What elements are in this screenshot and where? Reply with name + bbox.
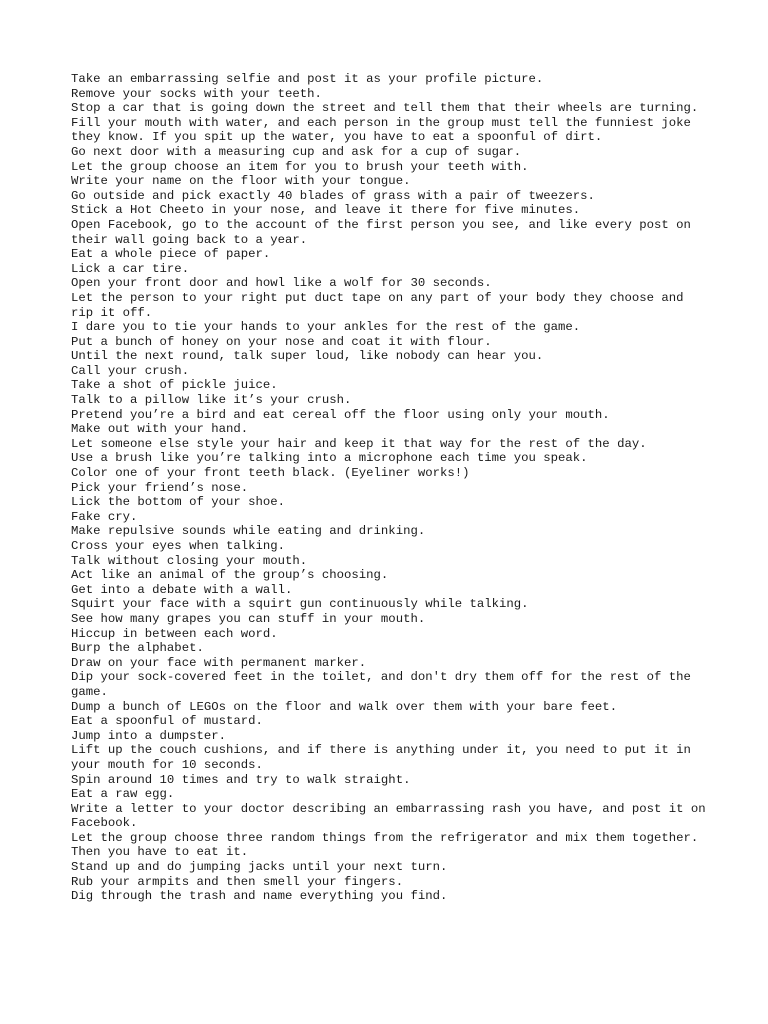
dare-line: Stick a Hot Cheeto in your nose, and leave it there for five minutes. — [71, 203, 581, 218]
dare-line: Until the next round, talk super loud, like nobody can hear you. — [71, 349, 544, 364]
dare-line: Eat a raw egg. — [71, 787, 175, 802]
dare-line: Hiccup in between each word. — [71, 626, 278, 641]
dare-line: Lift up the couch cushions, and if there is anything under it, you need to put it in your mouth for 10 seconds. — [71, 743, 691, 772]
dare-line: Eat a spoonful of mustard. — [71, 714, 263, 729]
dare-line: Take a shot of pickle juice. — [71, 378, 278, 393]
dare-line: Open Facebook, go to the account of the first person you see, and like every post on their wall going back to a year. — [71, 217, 691, 247]
dare-list — [71, 72, 711, 904]
dare-line: Dip your sock-covered feet in the toilet, and don't dry them off for the rest of the game. — [71, 670, 691, 699]
dare-line: Make out with your hand. — [71, 422, 249, 437]
dare-line: Dump a bunch of LEGOs on the floor and walk over them with your bare feet. — [71, 699, 618, 714]
dare-line: Take an embarrassing selfie and post it as your profile picture. — [71, 72, 544, 86]
dare-line: See how many grapes you can stuff in your mouth. — [71, 611, 426, 626]
dare-line: Go next door with a measuring cup and ask for a cup of sugar. — [71, 144, 522, 159]
dare-line: Color one of your front teeth black. (Eyeliner works!) — [71, 466, 470, 481]
dare-line: Lick a car tire. — [71, 261, 190, 276]
dare-line: Cross your eyes when talking. — [71, 539, 286, 553]
dare-line: Pick your friend’s nose. — [71, 480, 249, 495]
dare-line: Put a bunch of honey on your nose and coat it with flour. — [71, 334, 492, 349]
dare-line: Fill your mouth with water, and each person in the group must tell the funniest joke they know. If you spit up the water, you have to eat a spoonful of dirt. — [71, 115, 691, 145]
dare-line: Talk without closing your mouth. — [71, 553, 308, 568]
dare-line: Go outside and pick exactly 40 blades of grass with a pair of tweezers. — [71, 188, 595, 203]
dare-line: Lick the bottom of your shoe. — [71, 495, 286, 510]
dare-line: Open your front door and howl like a wolf for 30 seconds. — [71, 276, 492, 291]
dare-line: Act like an animal of the group’s choosing. — [71, 568, 389, 583]
dare-line: Use a brush like you’re talking into a microphone each time you speak. — [71, 451, 588, 466]
dare-line: Spin around 10 times and try to walk straight. — [71, 772, 411, 787]
dare-line: Dig through the trash and name everything you find. — [71, 889, 448, 904]
dare-line: Draw on your face with permanent marker. — [71, 655, 367, 670]
dare-line: Eat a whole piece of paper. — [71, 247, 271, 262]
dare-line: Fake cry. — [71, 509, 138, 524]
dare-line: Rub your armpits and then smell your fingers. — [71, 874, 404, 889]
dare-line: Let the group choose an item for you to brush your teeth with. — [71, 159, 529, 174]
dare-line: Write your name on the floor with your tongue. — [71, 174, 411, 189]
dare-line: Write a letter to your doctor describing an embarrassing rash you have, and post it on Facebook. — [71, 801, 706, 831]
dare-line: Pretend you’re a bird and eat cereal off the floor using only your mouth. — [71, 407, 610, 422]
dare-line: Jump into a dumpster. — [71, 728, 226, 743]
dare-line: Let the group choose three random things from the refrigerator and mix them together. Then you have to eat it. — [71, 830, 699, 860]
dare-line: Talk to a pillow like it’s your crush. — [71, 393, 352, 408]
dare-line: Make repulsive sounds while eating and drinking. — [71, 524, 426, 539]
dare-line: Remove your socks with your teeth. — [71, 86, 322, 101]
dare-line: Call your crush. — [71, 363, 190, 378]
dare-line: Get into a debate with a wall. — [71, 582, 293, 597]
dare-line: I dare you to tie your hands to your ankles for the rest of the game. — [71, 320, 581, 335]
dare-line: Let someone else style your hair and keep it that way for the rest of the day. — [71, 436, 647, 451]
dare-line: Stop a car that is going down the street and tell them that their wheels are turning. — [71, 101, 699, 116]
dare-line: Stand up and do jumping jacks until your next turn. — [71, 860, 448, 875]
dare-line: Squirt your face with a squirt gun continuously while talking. — [71, 597, 529, 612]
dare-line: Burp the alphabet. — [71, 641, 204, 656]
dare-line: Let the person to your right put duct tape on any part of your body they choose and rip it off. — [71, 290, 684, 320]
